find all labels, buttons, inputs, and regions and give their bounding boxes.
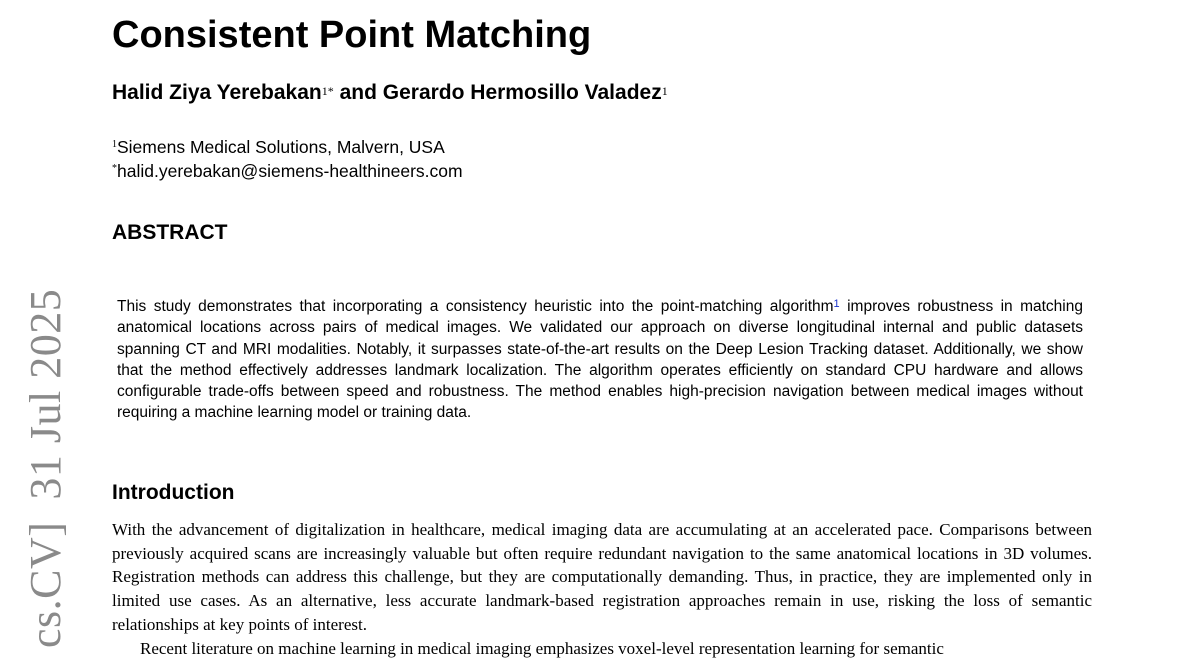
- affiliation-text: Siemens Medical Solutions, Malvern, USA: [117, 137, 445, 157]
- author-conjunction: and: [339, 81, 377, 104]
- affiliations: [112, 136, 463, 183]
- body-paragraph: Recent literature on machine learning in medical imaging emphasizes voxel-level representation learning for semantic: [140, 638, 944, 658]
- abstract-heading: ABSTRACT: [112, 221, 228, 244]
- author-name: Halid Ziya Yerebakan: [112, 81, 322, 104]
- abstract-text-part: This study demonstrates that incorporating a consistency heuristic into the point-matching algorithm: [117, 298, 834, 315]
- contact-email[interactable]: halid.yerebakan@siemens-healthineers.com: [117, 160, 463, 181]
- affiliation-email-line: [112, 160, 463, 184]
- author-name: Gerardo Hermosillo Valadez: [382, 81, 662, 104]
- introduction-heading: Introduction: [112, 481, 235, 504]
- author-affiliation-mark: 1: [661, 84, 668, 98]
- affiliation-line: [112, 136, 463, 160]
- arxiv-category: cs.CV]: [21, 521, 70, 648]
- abstract-text-part: improves robustness in matching anatomical locations across pairs of medical images. We validated our approach on diverse longitudinal internal and public datasets spanning CT and MRI modalities. Notably, it surpasses state-of-the-art results on the Deep Lesion Tracking dataset. Additionally, we show that the method effectively addresses landmark localization. The algorithm operates efficiently on standard CPU hardware and allows configurable trade-offs between speed and robustness. The method enables high-precision navigation between medical images without requiring a machine learning model or training data.: [117, 298, 1083, 422]
- paper-title: Consistent Point Matching: [112, 14, 592, 56]
- footnote-link[interactable]: 1: [833, 298, 840, 310]
- arxiv-date: 31 Jul 2025: [21, 288, 70, 500]
- author-list: [112, 79, 668, 107]
- affiliation-mark: 1: [112, 139, 117, 150]
- body-paragraph: With the advancement of digitalization in healthcare, medical imaging data are accumulating at an accelerated pace. Comparisons between previously acquired scans are increasingly valuable but often require redundant navigation to the same anatomical locations in 3D volumes. Registration methods can address this challenge, but they are computationally demanding. Thus, in practice, they are implemented only in limited use cases. As an alternative, less accurate landmark-based registration approaches remain in use, risking the loss of semantic relationships at key points of interest.: [112, 520, 1092, 634]
- arxiv-stamp: [21, 288, 70, 648]
- author-affiliation-mark: 1*: [321, 84, 334, 98]
- introduction-body: [112, 518, 1092, 660]
- affiliation-mark: *: [112, 162, 117, 174]
- abstract-text: [117, 296, 1083, 424]
